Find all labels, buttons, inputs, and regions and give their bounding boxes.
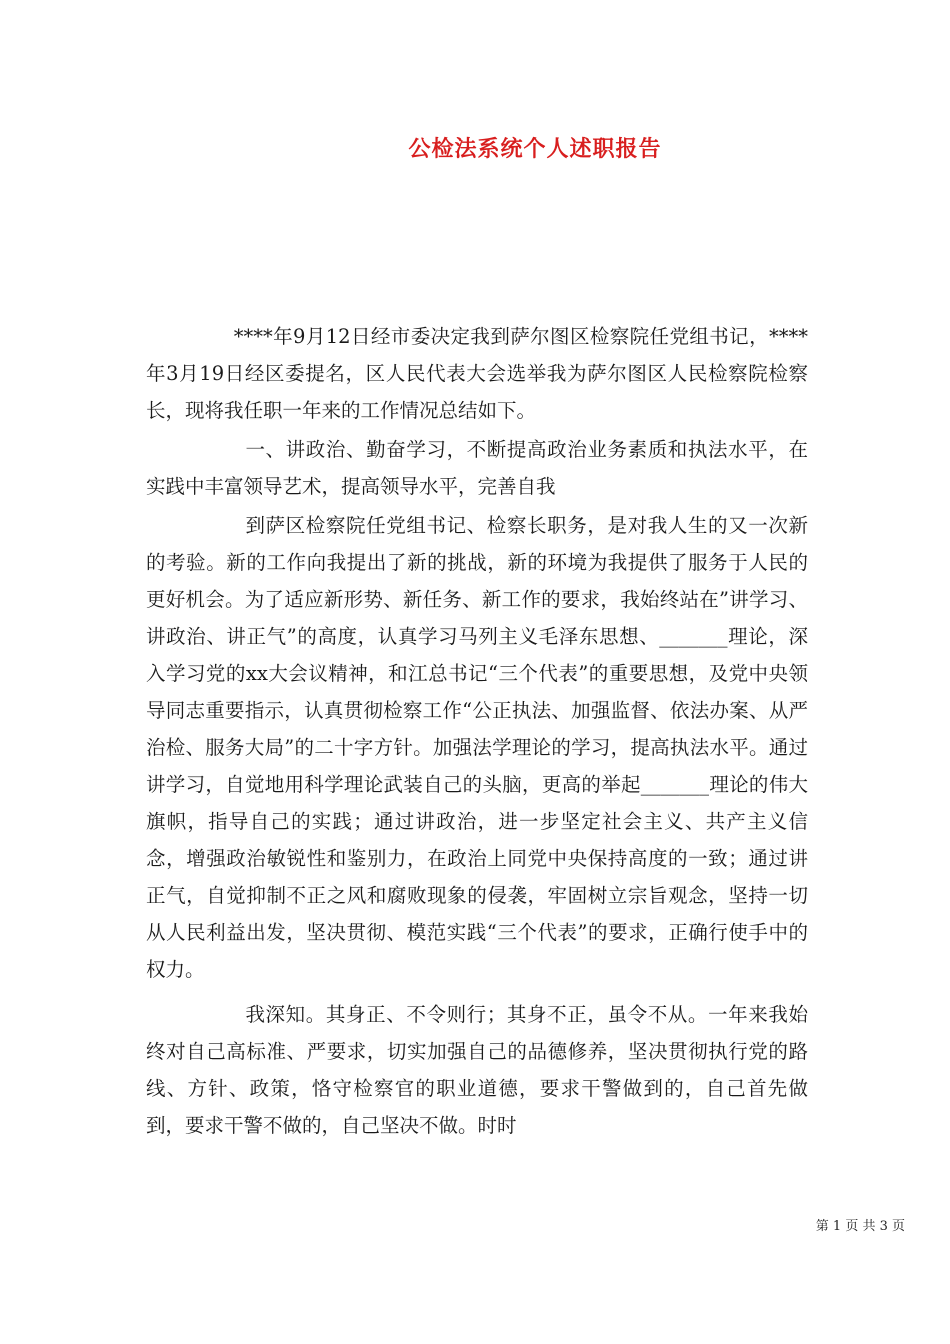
section-heading-1: 一、讲政治、勤奋学习，不断提高政治业务素质和执法水平，在实践中丰富领导艺术，提高领导水平，完善自我 bbox=[146, 438, 808, 498]
document-body bbox=[146, 318, 808, 1146]
page-number-footer: 第 1 页 共 3 页 bbox=[815, 1219, 905, 1234]
paragraph-study: 到萨区检察院任党组书记、检察长职务，是对我人生的又一次新的考验。新的工作向我提出了新的挑战，新的环境为我提供了服务于人民的更好机会。为了适应新形势、新任务、新工作的要求，我始终站在”讲学习、讲政治、讲正气”的高度，认真学习马列主义毛泽东思想、_______理论，深入学习党的xx大会议精神，和江总书记“三个代表”的重要思想，及党中央领导同志重要指示，认真贯彻检察工作“公正执法、加强监督、依法办案、从严治检、服务大局”的二十字方针。加强法学理论的学习，提高执法水平。通过讲学习，自觉地用科学理论武装自己的头脑，更高的举起_______理论的伟大旗帜，指导自己的实践；通过讲政治，进一步坚定社会主义、共产主义信念，增强政治敏锐性和鉴别力，在政治上同党中央保持高度的一致；通过讲正气，自觉抑制不正之风和腐败现象的侵袭，牢固树立宗旨观念，坚持一切从人民利益出发，坚决贯彻、模范实践“三个代表”的要求，正确行使手中的权力。 bbox=[146, 514, 808, 981]
paragraph-self-discipline: 我深知。其身正、不令则行；其身不正，虽令不从。一年来我始终对自己高标准、严要求，切实加强自己的品德修养，坚决贯彻执行党的路线、方针、政策，恪守检察官的职业道德，要求干警做到的，自己首先做到，要求干警不做的，自己坚决不做。时时 bbox=[146, 1003, 808, 1137]
document-title: 公检法系统个人述职报告 bbox=[408, 136, 662, 162]
paragraph-intro: ****年9月12日经市委决定我到萨尔图区检察院任党组书记，****年3月19日经区委提名，区人民代表大会选举我为萨尔图区人民检察院检察长，现将我任职一年来的工作情况总结如下。 bbox=[146, 325, 808, 422]
